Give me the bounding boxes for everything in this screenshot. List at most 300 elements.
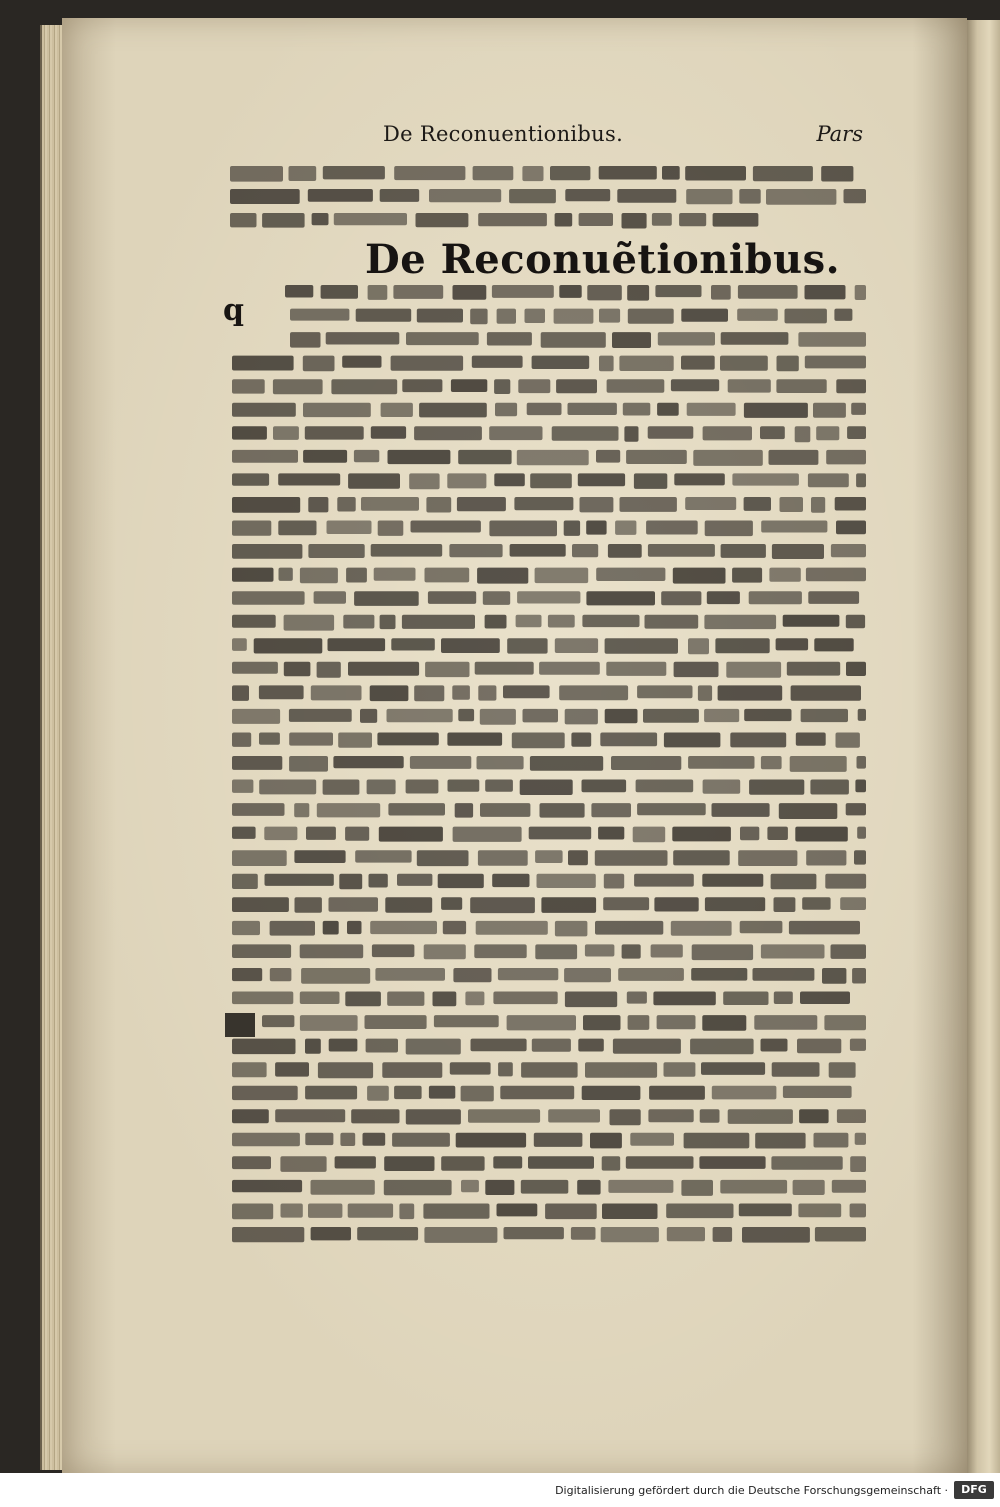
ink-word bbox=[739, 189, 760, 204]
ink-word bbox=[753, 166, 813, 181]
ink-word bbox=[568, 403, 617, 415]
ink-word bbox=[772, 1062, 820, 1077]
ink-word bbox=[591, 803, 631, 817]
ink-word bbox=[232, 591, 305, 605]
ink-word bbox=[628, 309, 674, 324]
ink-word bbox=[426, 497, 451, 513]
ink-word bbox=[254, 638, 323, 653]
ink-word bbox=[232, 780, 253, 793]
ink-word bbox=[836, 521, 866, 535]
ink-word bbox=[409, 473, 439, 489]
ink-word bbox=[393, 285, 443, 299]
ink-word bbox=[348, 1204, 393, 1218]
ink-word bbox=[851, 403, 866, 415]
ink-word bbox=[738, 850, 797, 866]
ink-word bbox=[367, 780, 396, 795]
ink-word bbox=[815, 1227, 866, 1242]
ink-word bbox=[535, 850, 563, 863]
ink-word bbox=[455, 803, 473, 818]
ink-word bbox=[707, 591, 740, 604]
ink-word bbox=[474, 944, 526, 958]
ink-word bbox=[311, 685, 362, 700]
ink-word bbox=[539, 662, 600, 675]
ink-word bbox=[414, 685, 444, 701]
ink-word bbox=[855, 1133, 866, 1145]
ink-word bbox=[367, 1086, 389, 1101]
ink-word bbox=[627, 992, 647, 1004]
ink-word bbox=[314, 591, 346, 604]
ink-word bbox=[232, 756, 282, 770]
ink-word bbox=[391, 638, 435, 650]
ink-word bbox=[512, 733, 565, 749]
ink-word bbox=[711, 285, 731, 300]
ink-word bbox=[586, 521, 606, 535]
ink-word bbox=[366, 1039, 398, 1053]
ink-word bbox=[327, 521, 372, 535]
ink-word bbox=[478, 850, 528, 866]
ink-word bbox=[487, 332, 532, 345]
ink-word bbox=[617, 189, 676, 203]
ink-word bbox=[633, 827, 666, 843]
ink-word bbox=[447, 733, 502, 746]
ink-word bbox=[329, 1039, 358, 1052]
ink-word bbox=[728, 379, 771, 392]
ink-word bbox=[232, 827, 256, 839]
ink-word bbox=[334, 213, 407, 225]
ink-word bbox=[294, 850, 345, 863]
ink-word bbox=[605, 709, 638, 723]
ink-word bbox=[308, 544, 364, 558]
ink-word bbox=[497, 309, 516, 324]
ink-word bbox=[392, 1133, 450, 1147]
ink-word bbox=[704, 615, 776, 629]
ink-word bbox=[311, 1180, 375, 1195]
ink-word bbox=[262, 1015, 294, 1027]
ink-word bbox=[308, 1204, 342, 1218]
ink-word bbox=[433, 992, 457, 1007]
ink-word bbox=[473, 166, 514, 180]
ink-word bbox=[472, 356, 523, 368]
ink-word bbox=[371, 544, 443, 557]
ink-word bbox=[740, 827, 759, 841]
ink-word bbox=[478, 685, 496, 700]
ink-word bbox=[402, 615, 475, 629]
ink-word bbox=[565, 189, 610, 201]
ink-word bbox=[475, 662, 534, 675]
ink-word bbox=[380, 615, 396, 629]
ink-word bbox=[565, 992, 617, 1008]
ink-word bbox=[623, 403, 651, 416]
ink-word bbox=[369, 874, 388, 888]
ink-word bbox=[523, 709, 559, 723]
ink-word bbox=[737, 309, 778, 321]
ink-word bbox=[684, 1133, 750, 1149]
section-title: De Reconuẽtionibus. bbox=[365, 236, 841, 283]
ink-word bbox=[771, 1156, 842, 1169]
ink-word bbox=[494, 379, 510, 394]
ink-word bbox=[384, 1156, 434, 1171]
ink-word bbox=[289, 733, 333, 746]
ink-word bbox=[738, 285, 798, 299]
ink-word bbox=[673, 568, 726, 584]
ink-word bbox=[305, 426, 364, 439]
ink-word bbox=[525, 309, 546, 323]
digitization-credit: Digitalisierung gefördert durch die Deutsche Forschungsgemeinschaft · bbox=[555, 1484, 948, 1497]
ink-word bbox=[453, 285, 487, 300]
ink-word bbox=[410, 756, 471, 769]
ink-word bbox=[565, 709, 598, 725]
ink-word bbox=[613, 1039, 681, 1054]
ink-word bbox=[354, 591, 419, 606]
ink-word bbox=[340, 1133, 355, 1146]
ink-word bbox=[657, 403, 679, 416]
ink-word bbox=[232, 403, 296, 417]
ink-word bbox=[595, 921, 663, 935]
ink-word bbox=[688, 638, 709, 654]
ink-word bbox=[388, 803, 445, 815]
ink-word bbox=[586, 591, 655, 605]
ink-word bbox=[232, 921, 260, 935]
ink-word bbox=[448, 780, 480, 792]
ink-word bbox=[552, 426, 619, 440]
ink-word bbox=[732, 473, 799, 485]
ink-word bbox=[370, 685, 409, 701]
ink-word bbox=[754, 1015, 817, 1030]
ink-word bbox=[606, 662, 666, 676]
ink-word bbox=[579, 213, 613, 226]
ink-word bbox=[664, 1062, 696, 1077]
ink-word bbox=[685, 497, 736, 510]
ink-word bbox=[626, 1156, 694, 1169]
ink-word bbox=[654, 897, 698, 911]
ink-word bbox=[608, 544, 642, 558]
ink-word bbox=[744, 709, 791, 721]
ink-word bbox=[232, 803, 285, 816]
ink-word bbox=[836, 379, 866, 393]
ink-word bbox=[808, 591, 859, 604]
ink-word bbox=[615, 521, 636, 535]
ink-word bbox=[847, 426, 866, 439]
ink-word bbox=[284, 662, 311, 677]
ink-word bbox=[301, 968, 370, 984]
ink-word bbox=[528, 1156, 594, 1168]
ink-word bbox=[607, 379, 665, 393]
ink-word bbox=[356, 309, 412, 322]
ink-word bbox=[826, 450, 866, 465]
ink-word bbox=[627, 285, 649, 301]
ink-word bbox=[835, 497, 866, 511]
ink-word bbox=[510, 544, 566, 557]
ink-word bbox=[406, 332, 479, 345]
ink-word bbox=[850, 1204, 866, 1218]
ink-word bbox=[690, 1039, 754, 1055]
ink-word bbox=[521, 1180, 569, 1194]
ink-word bbox=[342, 356, 381, 368]
ink-word bbox=[618, 968, 684, 981]
ink-word bbox=[749, 591, 802, 604]
ink-word bbox=[858, 709, 866, 721]
ink-word bbox=[458, 450, 511, 464]
ink-word bbox=[795, 827, 848, 842]
ink-word bbox=[520, 780, 573, 796]
ink-word bbox=[805, 356, 866, 369]
ink-word bbox=[289, 166, 317, 181]
ink-word bbox=[388, 450, 451, 464]
ink-word bbox=[323, 921, 339, 935]
ink-word bbox=[470, 309, 487, 325]
ink-word bbox=[354, 450, 379, 462]
ink-word bbox=[720, 1180, 787, 1194]
ink-word bbox=[516, 615, 542, 628]
ink-word bbox=[416, 213, 469, 227]
ink-word bbox=[232, 1227, 304, 1242]
ink-word bbox=[300, 568, 338, 584]
ink-word bbox=[637, 685, 692, 698]
ink-word bbox=[476, 921, 548, 935]
ink-word bbox=[769, 568, 800, 582]
ink-word bbox=[732, 568, 762, 583]
ink-word bbox=[425, 568, 470, 583]
ink-word bbox=[232, 897, 289, 912]
ink-word bbox=[744, 403, 808, 418]
ink-word bbox=[831, 544, 866, 557]
ink-word bbox=[806, 568, 866, 582]
ink-word bbox=[795, 426, 811, 442]
ink-word bbox=[477, 756, 524, 769]
ink-word bbox=[658, 332, 715, 345]
ink-word bbox=[667, 1227, 705, 1241]
ink-word bbox=[285, 285, 313, 298]
ink-word bbox=[753, 968, 815, 981]
ink-word bbox=[783, 1086, 852, 1098]
ink-word bbox=[705, 521, 753, 537]
ink-word bbox=[232, 709, 280, 724]
ink-word bbox=[232, 568, 274, 582]
ink-word bbox=[478, 213, 547, 226]
ink-word bbox=[371, 426, 406, 438]
ink-word bbox=[232, 874, 258, 889]
ink-word bbox=[834, 309, 852, 321]
ink-word bbox=[300, 944, 364, 958]
ink-word bbox=[713, 1227, 733, 1242]
ink-word bbox=[232, 473, 269, 485]
ink-word bbox=[394, 1086, 422, 1099]
ink-word bbox=[230, 189, 300, 204]
ink-word bbox=[339, 874, 362, 890]
ink-word bbox=[232, 638, 247, 651]
ink-word bbox=[399, 1204, 414, 1220]
ink-word bbox=[489, 426, 542, 440]
ink-word bbox=[306, 827, 336, 840]
ink-word bbox=[497, 1204, 538, 1217]
ink-word bbox=[485, 780, 513, 792]
ink-word bbox=[450, 1062, 491, 1074]
ink-word bbox=[387, 709, 453, 722]
ink-word bbox=[363, 1133, 386, 1146]
ink-word bbox=[856, 473, 866, 487]
ink-word bbox=[749, 780, 804, 795]
ink-word bbox=[673, 850, 730, 865]
ink-word bbox=[599, 356, 614, 372]
ink-word bbox=[402, 379, 442, 392]
ink-word bbox=[527, 403, 562, 415]
ink-word bbox=[789, 921, 860, 935]
ink-word bbox=[468, 1109, 540, 1123]
ink-word bbox=[805, 285, 846, 299]
ink-word bbox=[767, 827, 788, 840]
ink-word bbox=[348, 473, 400, 488]
ink-word bbox=[230, 166, 283, 182]
ink-word bbox=[232, 1062, 267, 1077]
ink-word bbox=[289, 709, 352, 722]
ink-word bbox=[429, 1086, 455, 1099]
ink-word bbox=[265, 874, 334, 886]
ink-word bbox=[504, 1227, 564, 1239]
ink-word bbox=[813, 403, 846, 418]
ink-word bbox=[559, 685, 628, 700]
paragraph-mark-initial bbox=[225, 1013, 255, 1037]
footer-bar bbox=[0, 1473, 1000, 1507]
ink-word bbox=[852, 968, 866, 984]
ink-word bbox=[535, 568, 589, 584]
ink-word bbox=[671, 379, 719, 391]
ink-word bbox=[783, 615, 840, 627]
ink-word bbox=[634, 473, 667, 489]
ink-word bbox=[382, 1062, 442, 1078]
ink-word bbox=[582, 615, 639, 627]
ink-word bbox=[681, 356, 715, 370]
ink-word bbox=[679, 213, 706, 226]
ink-word bbox=[414, 426, 482, 440]
ink-word bbox=[370, 921, 437, 934]
ink-word bbox=[480, 803, 530, 817]
ink-word bbox=[275, 1109, 345, 1122]
ink-word bbox=[507, 638, 547, 653]
ink-word bbox=[664, 733, 721, 748]
ink-word bbox=[585, 1062, 657, 1078]
ink-word bbox=[489, 521, 557, 537]
ink-word bbox=[780, 497, 804, 512]
ink-word bbox=[785, 309, 827, 324]
ink-word bbox=[232, 356, 294, 371]
ink-word bbox=[578, 473, 625, 486]
ink-word bbox=[620, 497, 677, 512]
ink-word bbox=[452, 685, 470, 699]
ink-word bbox=[598, 827, 624, 840]
ink-word bbox=[318, 1062, 373, 1078]
ink-word bbox=[290, 309, 349, 321]
ink-word bbox=[798, 1204, 841, 1218]
running-title: De Reconuentionibus. bbox=[383, 122, 624, 146]
ink-word bbox=[441, 1156, 484, 1171]
ink-word bbox=[300, 1015, 358, 1031]
ink-word bbox=[769, 450, 819, 465]
ink-word bbox=[492, 874, 529, 887]
ink-word bbox=[637, 803, 706, 815]
ink-word bbox=[564, 521, 580, 536]
ink-word bbox=[378, 521, 404, 536]
ink-word bbox=[441, 897, 462, 910]
ink-word bbox=[723, 992, 768, 1006]
ink-word bbox=[259, 733, 280, 745]
ink-word bbox=[655, 285, 701, 297]
ink-word bbox=[857, 756, 867, 769]
ink-word bbox=[846, 662, 866, 676]
ink-word bbox=[555, 638, 598, 653]
ink-word bbox=[303, 403, 371, 417]
ink-word bbox=[259, 685, 304, 699]
ink-word bbox=[666, 1204, 733, 1219]
ink-word bbox=[317, 803, 380, 817]
ink-word bbox=[760, 426, 785, 439]
ink-word bbox=[259, 780, 316, 795]
ink-word bbox=[810, 780, 849, 795]
ink-word bbox=[571, 1227, 596, 1240]
ink-word bbox=[480, 709, 516, 725]
ink-word bbox=[232, 685, 249, 701]
ink-word bbox=[776, 638, 809, 650]
ink-word bbox=[458, 709, 474, 721]
ink-word bbox=[278, 521, 316, 536]
ink-word bbox=[449, 544, 502, 557]
ink-word bbox=[279, 568, 293, 581]
ink-word bbox=[585, 944, 615, 956]
ink-word bbox=[603, 897, 649, 910]
ink-word bbox=[587, 285, 622, 300]
ink-word bbox=[821, 166, 853, 182]
ink-word bbox=[411, 521, 481, 533]
ink-word bbox=[645, 615, 699, 629]
ink-word bbox=[311, 1227, 351, 1240]
ink-word bbox=[761, 521, 827, 533]
ink-word bbox=[691, 968, 747, 981]
ink-word bbox=[424, 1227, 497, 1243]
ink-word bbox=[554, 309, 594, 324]
ink-word bbox=[811, 497, 825, 513]
ink-word bbox=[232, 1180, 302, 1192]
ink-word bbox=[232, 1039, 296, 1055]
ink-word bbox=[571, 733, 591, 747]
ink-word bbox=[443, 921, 466, 934]
ink-word bbox=[704, 709, 739, 722]
ink-word bbox=[846, 615, 865, 629]
ink-word bbox=[548, 615, 575, 628]
ink-word bbox=[232, 1156, 271, 1169]
ink-word bbox=[776, 379, 826, 393]
ink-word bbox=[799, 1109, 829, 1123]
ink-word bbox=[232, 379, 265, 393]
ink-word bbox=[556, 379, 597, 393]
ink-word bbox=[612, 332, 651, 348]
ink-word bbox=[840, 897, 866, 910]
ink-word bbox=[275, 1062, 309, 1076]
ink-word bbox=[284, 615, 335, 631]
ink-word bbox=[742, 1227, 810, 1243]
ink-word bbox=[850, 1156, 866, 1172]
ink-word bbox=[602, 1156, 621, 1170]
ink-word bbox=[232, 426, 267, 439]
initial-letter: q bbox=[223, 293, 244, 328]
ink-word bbox=[485, 615, 507, 629]
ink-word bbox=[816, 426, 839, 440]
ink-word bbox=[305, 1039, 321, 1054]
ink-word bbox=[657, 1015, 696, 1029]
ink-word bbox=[740, 921, 783, 933]
ink-word bbox=[345, 992, 381, 1007]
ink-word bbox=[630, 1133, 674, 1146]
ink-word bbox=[360, 709, 377, 723]
ink-word bbox=[846, 803, 866, 815]
